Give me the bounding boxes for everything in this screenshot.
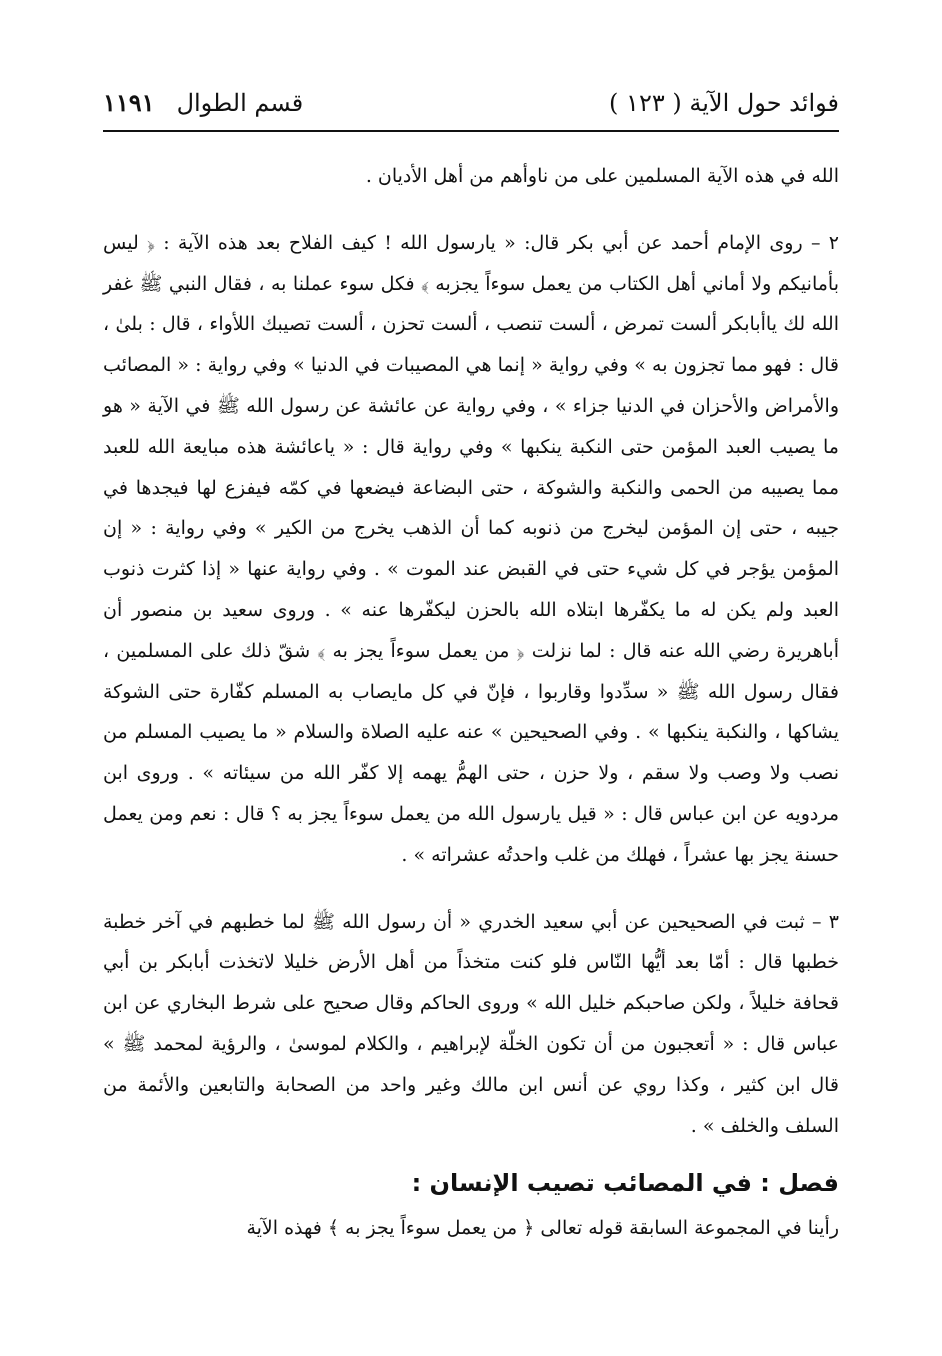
paragraph-gap [103,197,839,223]
paragraph-continuation: الله في هذه الآية المسلمين على من ناوأهم من أهل الأديان . [365,165,839,187]
header-section: قسم الطوال [176,89,304,117]
header-meta [103,84,303,122]
running-header [103,84,839,122]
main-text [103,156,839,1249]
paragraph-gap [103,876,839,902]
paragraph-3: ٣ – ثبت في الصحيحين عن أبي سعيد الخدري « أن رسول الله ﷺ لما خطبهم في آخر خطبة خطبها قال : أمّا بعد أيُّها النّاس فلو كنت متخذاً من أهل الأرض خليلا لاتخذت أبابكر بن أبي قحافة خليلاً ، ولكن صاحبكم خليل الله » وروى الحاكم وقال صحيح على شرط البخاري عن ابن عباس قال : « أتعجبون من أن تكون الخلّة لإبراهيم ، والكلام لموسىٰ ، والرؤية لمحمد ﷺ » قال ابن كثير ، وكذا روي عن أنس ابن مالك وغير واحد من الصحابة والتابعين والأئمة من السلف والخلف » . [103,910,839,1137]
paragraph-2: ٢ – روى الإمام أحمد عن أبي بكر قال: « يارسول الله ! كيف الفلاح بعد هذه الآية : ﴿ ليس بأمانيكم ولا أماني أهل الكتاب من يعمل سوءاً يجزبه ﴾ فكل سوء عملنا به ، فقال النبي ﷺ غفر الله لك ياأبابكر ألست تمرض ، ألست تنصب ، ألست تحزن ، ألست تصيبك اللأواء ، قال : بلىٰ ، قال : فهو مما تجزون به » وفي رواية « إنما هي المصيبات في الدنيا » وفي رواية : « المصائب والأمراض والأحزان في الدنيا جزاء » ، وفي رواية عن عائشة عن رسول الله ﷺ في الآية « هو ما يصيب العبد المؤمن حتى النكبة ينكبها » وفي رواية قال : « ياعائشة هذه مبايعة الله للعبد مما يصيبه من الحمى والنكبة والشوكة ، حتى البضاعة فيضعها في كمّه فيفزع لها فيجدها في جيبه ، حتى إن المؤمن ليخرج من ذنوبه كما أن الذهب يخرج من الكير » وفي رواية : « إن المؤمن يؤجر في كل شيء حتى في القبض عند الموت » . وفي رواية عنها « إذا كثرت ذنوب العبد ولم يكن له ما يكفّرها ابتلاه الله بالحزن ليكفّرها عنه » . وروى سعيد بن منصور أن أباهريرة رضي الله عنه قال : لما نزلت ﴿ من يعمل سوءاً يجز به ﴾ شقّ ذلك على المسلمين ، فقال رسول الله ﷺ « سدِّدوا وقاربوا ، فإنّ في كل مايصاب به المسلم كفّارة حتى الشوكة يشاكها ، والنكبة ينكبها » . وفي الصحيحين » عنه عليه الصلاة والسلام « ما يصيب المسلم من نصب ولا وصب ولا سقم ، ولا حزن ، حتى الهمُّ يهمه إلا كفّر الله من سيئاته » . وروى ابن مردويه عن ابن عباس قال : « قيل يارسول الله من يعمل سوءاً يجز به ؟ قال : نعم ومن يعمل حسنة يجز بها عشراً ، فهلك من غلب واحدتُه عشراته » . [103,231,839,866]
page-number: ١١٩١ [103,88,155,117]
header-title: فوائد حول الآية ( ١٢٣ ) [609,89,839,117]
header-divider [103,130,839,132]
section-heading: فصل : في المصائب تصيب الإنسان : [411,1169,839,1198]
paragraph-4: رأينا في المجموعة السابقة قوله تعالى ﴿ من يعمل سوءاً يجز به ﴾ فهذه الآية [246,1217,839,1240]
